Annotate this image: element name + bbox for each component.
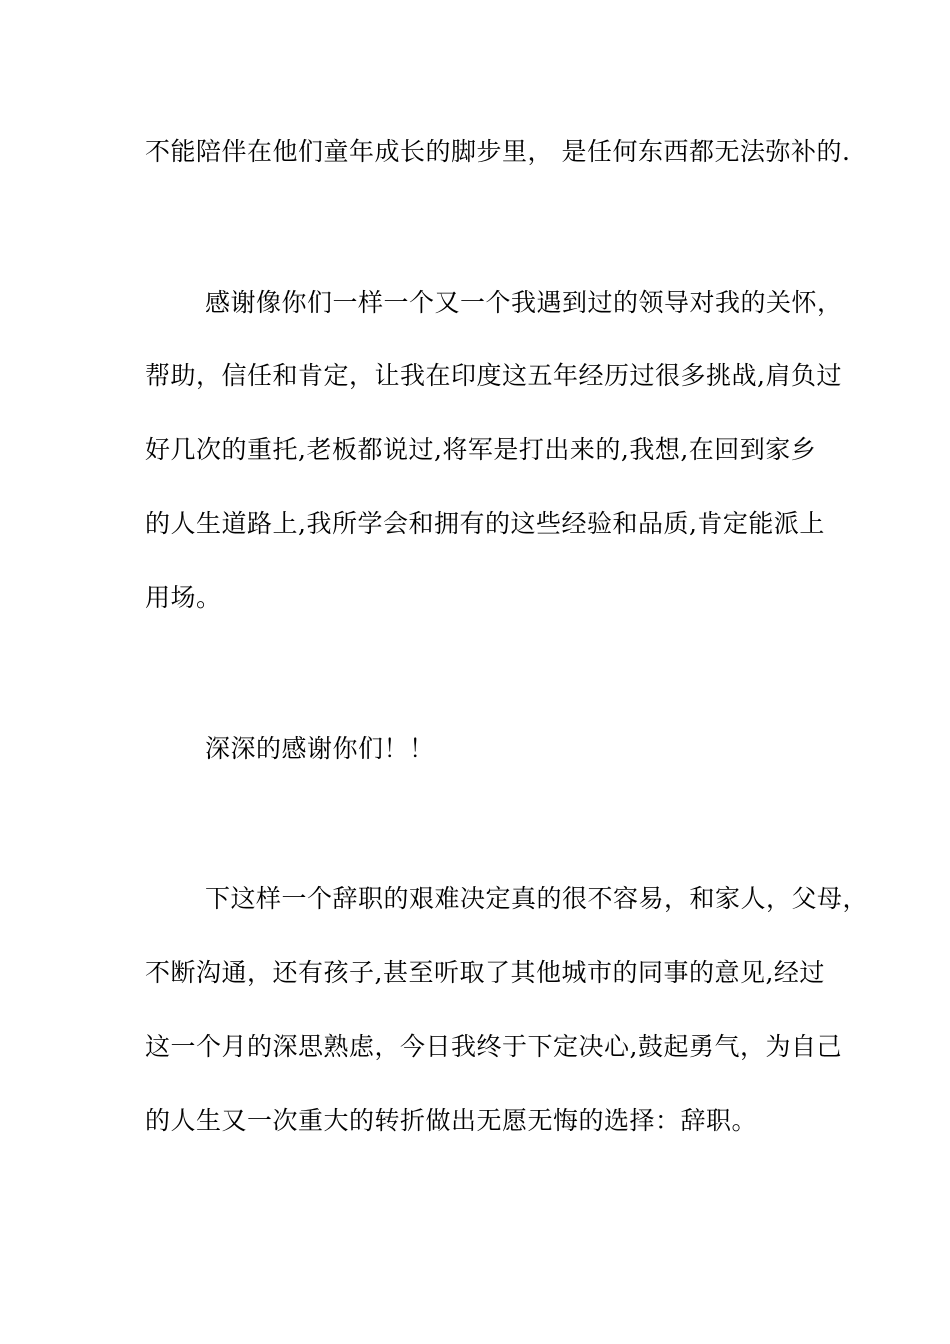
- paragraph-4-line-4: 的人生又一次重大的转折做出无愿无悔的选择：辞职。: [145, 1106, 758, 1135]
- paragraph-2-line-3: 好几次的重托,老板都说过,将军是打出来的,我想,在回到家乡: [145, 435, 817, 464]
- paragraph-2-line-4: 的人生道路上,我所学会和拥有的这些经验和品质,肯定能派上: [145, 509, 825, 538]
- paragraph-4-line-2: 不断沟通，还有孩子,甚至听取了其他城市的同事的意见,经过: [145, 958, 825, 987]
- paragraph-2-line-1: 感谢像你们一样一个又一个我遇到过的领导对我的关怀，: [205, 288, 843, 317]
- paragraph-2-line-2: 帮助，信任和肯定，让我在印度这五年经历过很多挑战,肩负过: [145, 361, 842, 390]
- paragraph-3-line-1: 深深的感谢你们！！: [205, 734, 435, 763]
- paragraph-4-line-1: 下这样一个辞职的艰难决定真的很不容易，和家人，父母，: [205, 884, 869, 913]
- paragraph-1-line-1: 不能陪伴在他们童年成长的脚步里， 是任何东西都无法弥补的.: [145, 137, 851, 166]
- paragraph-2-line-5: 用场。: [145, 583, 222, 612]
- paragraph-4-line-3: 这一个月的深思熟虑，今日我终于下定决心,鼓起勇气，为自己: [145, 1032, 842, 1061]
